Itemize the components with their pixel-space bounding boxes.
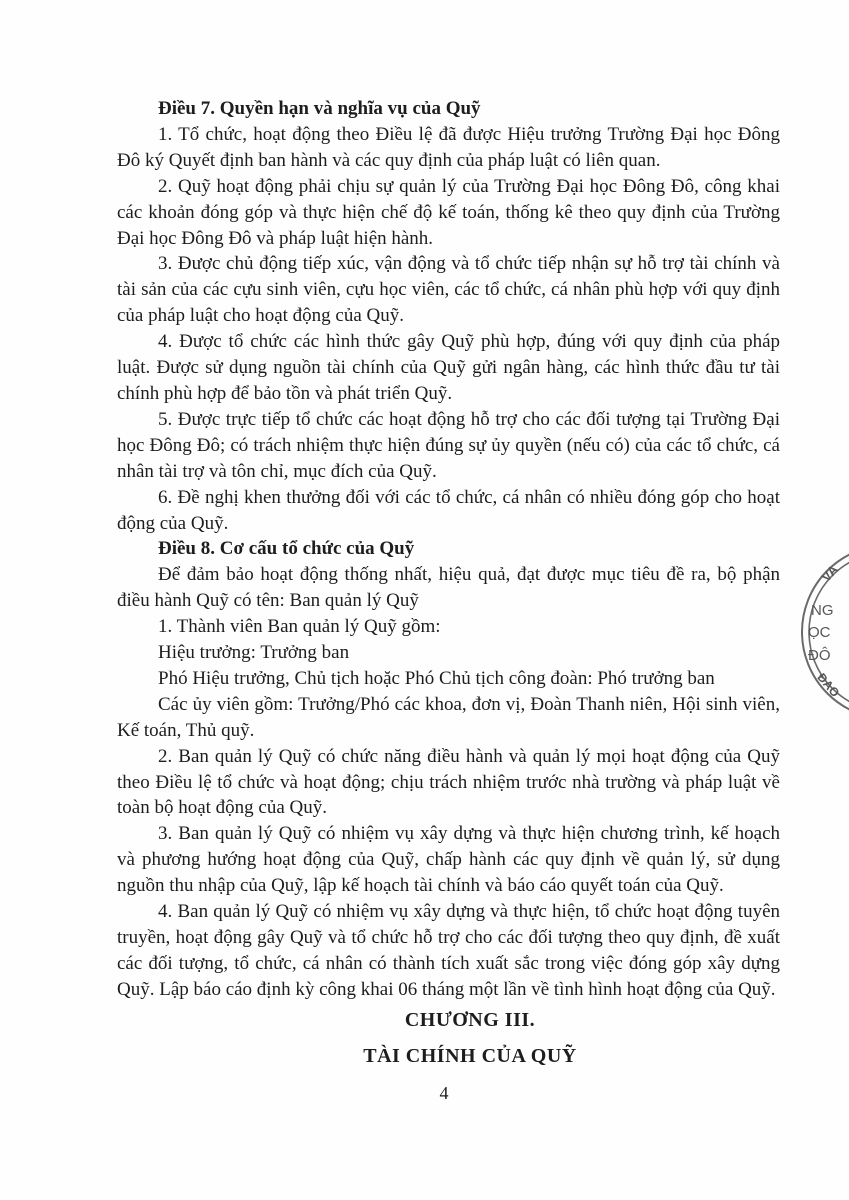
article-8-heading: Điều 8. Cơ cấu tổ chức của Quỹ [158,538,415,560]
seal-text-fragment: NG [811,602,834,619]
paragraph: 6. Đề nghị khen thưởng đối với các tổ chức, cá nhân có nhiều đóng góp cho hoạt động của Quỹ. [117,486,780,534]
paragraph: 1. Thành viên Ban quản lý Quỹ gồm: [158,616,441,638]
paragraph: Để đảm bảo hoạt động thống nhất, hiệu quả, đạt được mục tiêu đề ra, bộ phận điều hành Quỹ có tên: Ban quản lý Quỹ [117,564,780,612]
paragraph: Hiệu trưởng: Trưởng ban [158,642,350,664]
article-7-heading: Điều 7. Quyền hạn và nghĩa vụ của Quỹ [158,98,481,119]
page-number: 4 [439,1083,449,1103]
chapter-heading [0,1008,849,1080]
paragraph: 3. Được chủ động tiếp xúc, vận động và tổ chức tiếp nhận sự hỗ trợ tài chính và tài sản của các cựu sinh viên, cựu học viên, các tổ chức, cá nhân phù hợp với quy định của pháp luật cho hoạt động của Quỹ. [117,253,780,327]
seal-stamp-icon [789,545,849,715]
paragraph: Phó Hiệu trưởng, Chủ tịch hoặc Phó Chủ tịch công đoàn: Phó trưởng ban [158,667,715,689]
paragraph: 5. Được trực tiếp tổ chức các hoạt động hỗ trợ cho các đối tượng tại Trường Đại học Đông Đô; có trách nhiệm thực hiện đúng sự ủy quyền (nếu có) của các tổ chức, cá nhân tài trợ và tôn chỉ, mục đích của Quỹ. [117,408,780,482]
paragraph: Các ủy viên gồm: Trưởng/Phó các khoa, đơn vị, Đoàn Thanh niên, Hội sinh viên, Kế toán, Thủ quỹ. [117,693,780,741]
paragraph: 4. Được tổ chức các hình thức gây Quỹ phù hợp, đúng với quy định của pháp luật. Được sử dụng nguồn tài chính của Quỹ gửi ngân hàng, các hình thức đầu tư tài chính phù hợp để bảo tồn và phát triển Quỹ. [117,331,780,404]
paragraph: 4. Ban quản lý Quỹ có nhiệm vụ xây dựng và thực hiện, tổ chức hoạt động tuyên truyền, hoạt động gây Quỹ và tổ chức hỗ trợ cho các đối tượng theo quy định, đề xuất các đối tượng, tổ chức, cá nhân có thành tích xuất sắc trong việc đóng góp xây dựng Quỹ. Lập báo cáo định kỳ công khai 06 tháng một lần về tình hình hoạt động của Quỹ. [117,901,780,1000]
seal-text-fragment: ĐÔ [808,647,831,664]
paragraph: 1. Tổ chức, hoạt động theo Điều lệ đã được Hiệu trưởng Trường Đại học Đông Đô ký Quyết định ban hành và các quy định của pháp luật có liên quan. [117,123,780,171]
paragraph: 2. Ban quản lý Quỹ có chức năng điều hành và quản lý mọi hoạt động của Quỹ theo Điều lệ tổ chức và hoạt động; chịu trách nhiệm trước nhà trường và pháp luật về toàn bộ hoạt động của Quỹ. [117,745,780,819]
seal-text-fragment: ĐAO [814,670,843,700]
paragraph: 2. Quỹ hoạt động phải chịu sự quản lý của Trường Đại học Đông Đô, công khai các khoản đóng góp và thực hiện chế độ kế toán, thống kê theo quy định của Trường Đại học Đông Đô và pháp luật hiện hành. [117,175,780,249]
chapter-title: CHƯƠNG III. [404,1009,536,1031]
chapter-subtitle: TÀI CHÍNH CỦA QUỸ [363,1045,577,1067]
paragraph: 3. Ban quản lý Quỹ có nhiệm vụ xây dựng và thực hiện chương trình, kế hoạch và phương hướng hoạt động của Quỹ, chấp hành các quy định về quản lý, sử dụng nguồn thu nhập của Quỹ, lập kế hoạch tài chính và báo cáo quyết toán của Quỹ. [117,823,780,897]
seal-text-fragment: VA [818,561,841,585]
document-body [117,96,780,1003]
seal-text-fragment: ỌC [808,624,831,641]
